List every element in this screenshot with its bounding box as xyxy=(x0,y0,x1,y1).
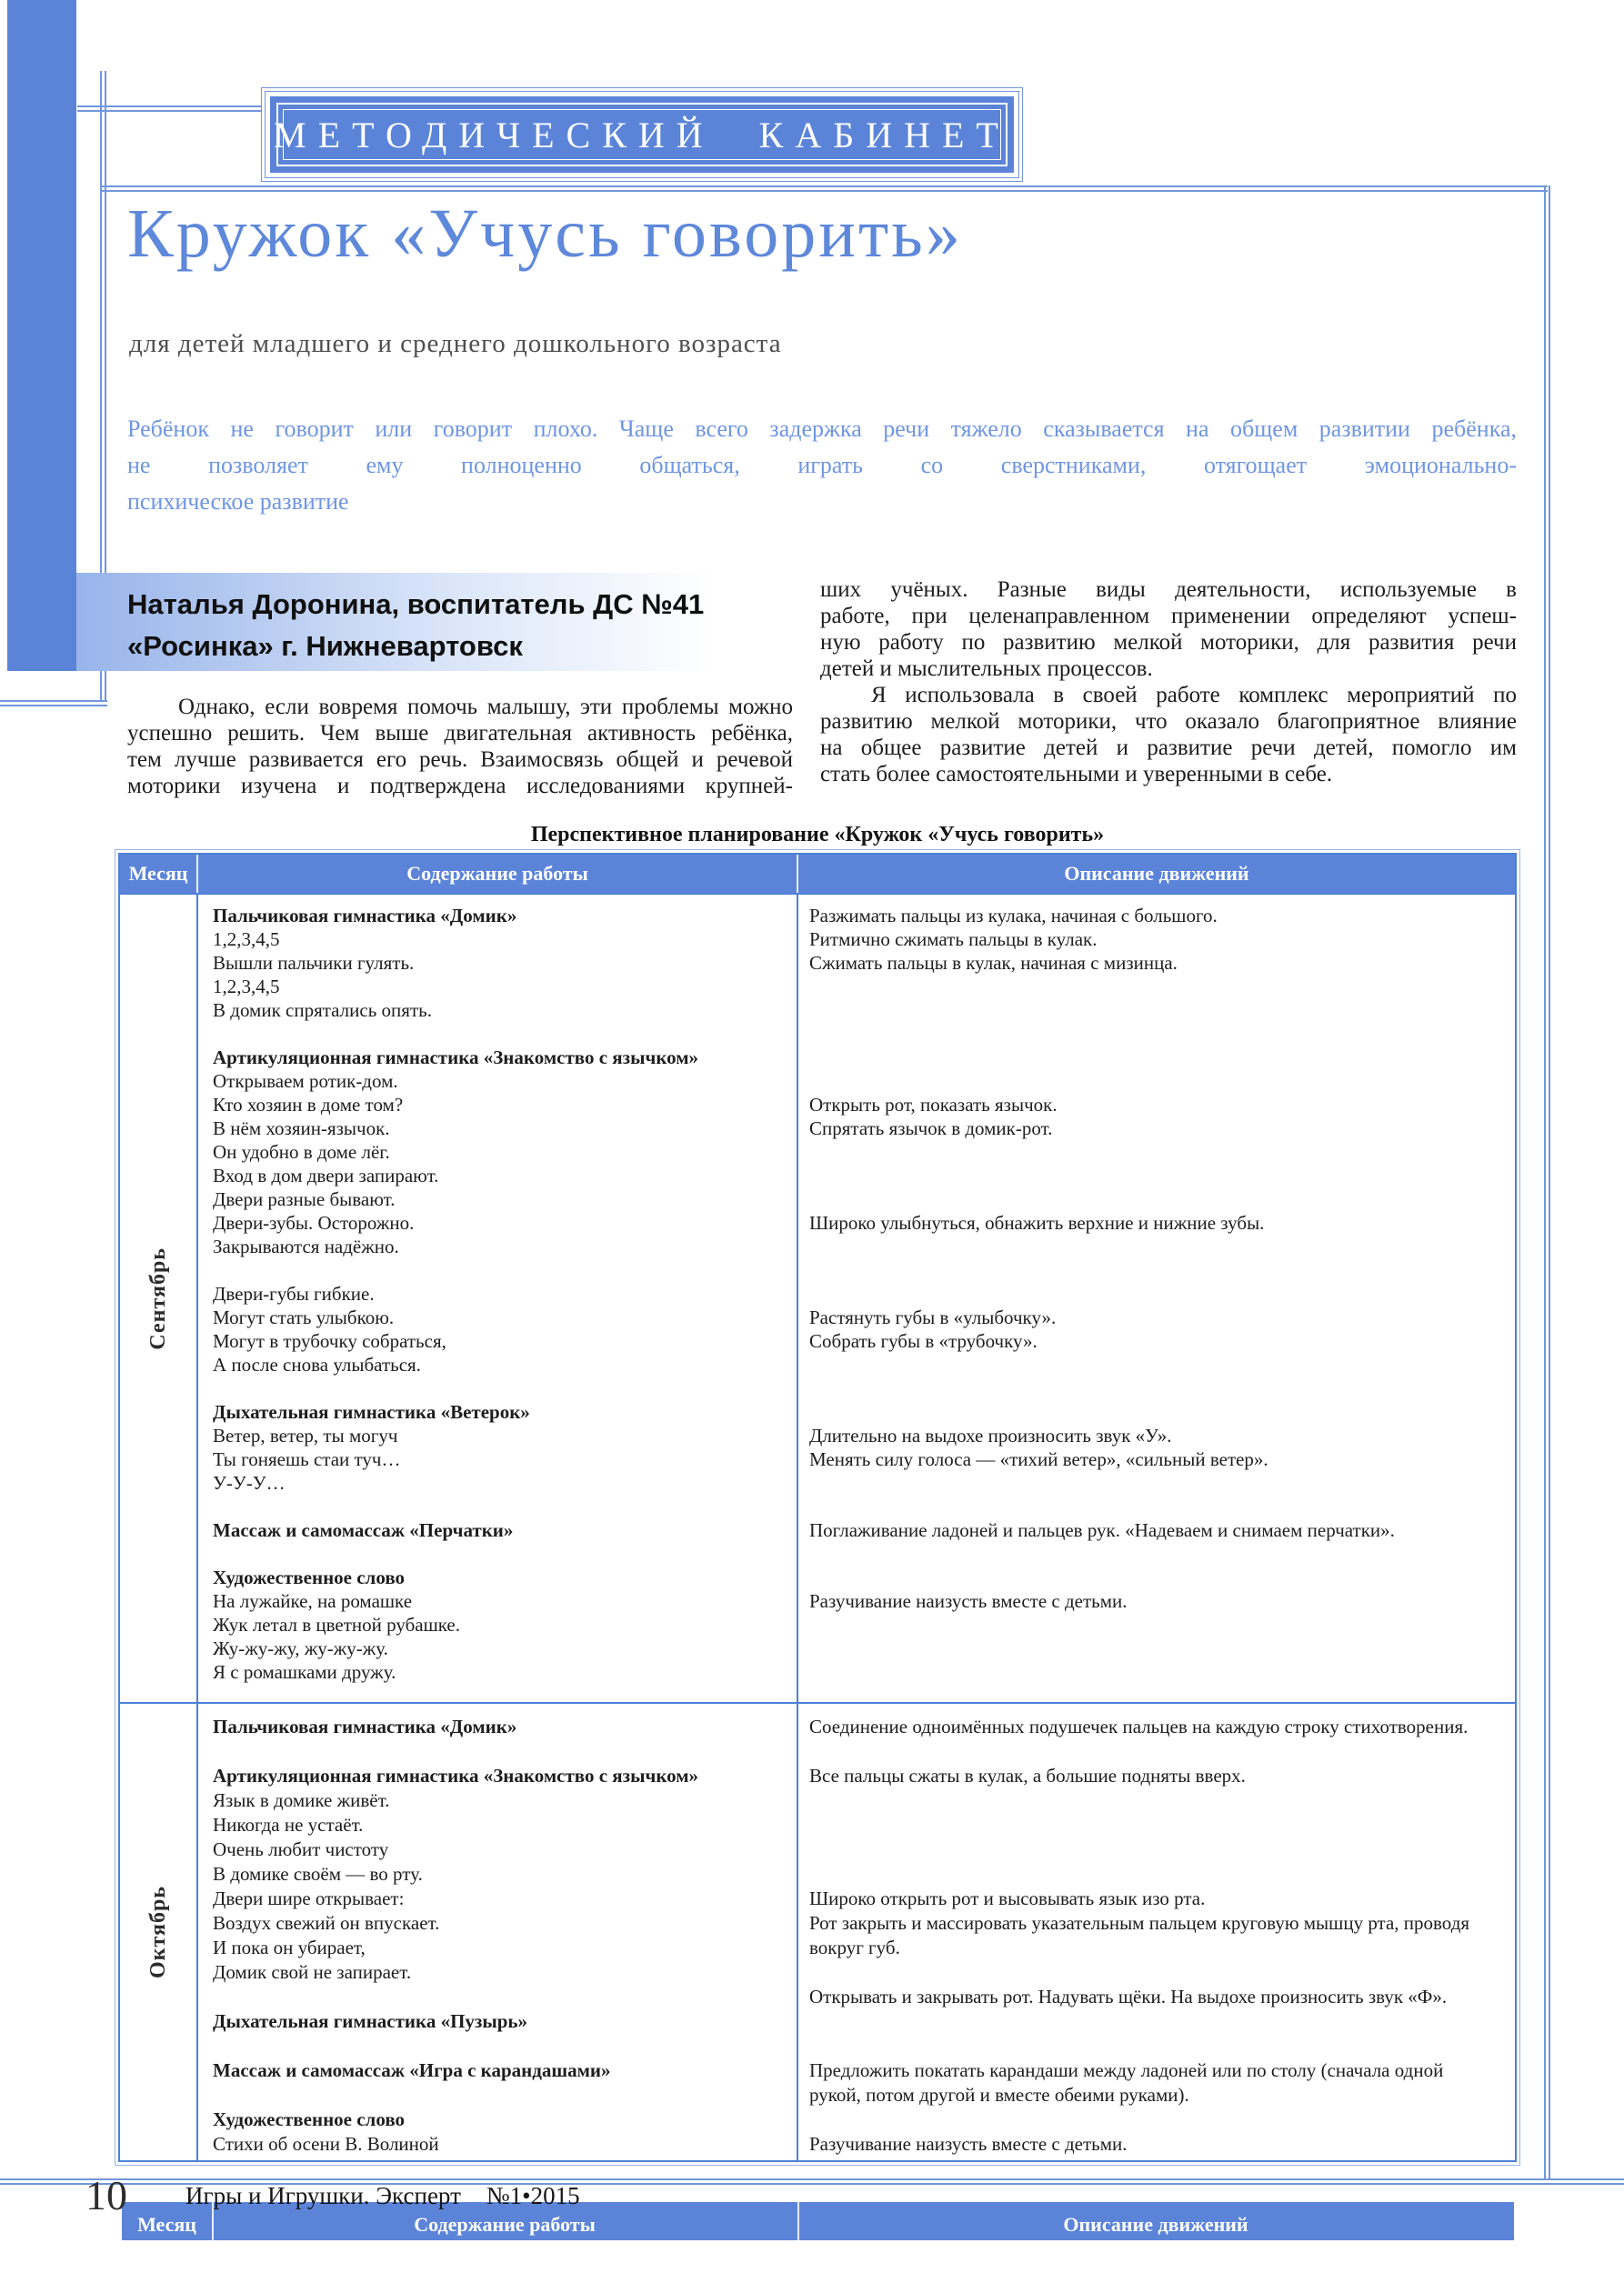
table-text-line: Могут стать улыбкою. xyxy=(213,1307,395,1328)
table-text-line xyxy=(809,1542,1508,1566)
table-text-line xyxy=(809,1353,1508,1377)
column-header-movements: Описание движений xyxy=(797,855,1515,893)
table-text-line xyxy=(809,1235,1508,1258)
lead-line: не позволяет ему полноценно общаться, играть со сверстниками, отягощает эмоционально- xyxy=(127,452,1517,478)
table-text-line: Ритмично сжимать пальцы в кулак. xyxy=(809,928,1098,950)
journal-footer xyxy=(185,2182,580,2210)
body-text-line: успешно решить. Чем выше двигательная активность ребёнка, xyxy=(127,721,793,746)
table-text-line xyxy=(213,1258,789,1282)
table-text-line: Двери-зубы. Осторожно. xyxy=(213,1212,415,1234)
table-text-line xyxy=(213,2083,789,2108)
decorative-frame-line xyxy=(100,185,1548,192)
table-text-line: Поглаживание ладоней и пальцев рук. «Надеваем и снимаем перчатки». xyxy=(809,1519,1395,1541)
table-text-line: 1,2,3,4,5 xyxy=(213,928,280,950)
issue-number: №1•2015 xyxy=(486,2182,580,2209)
table-text-line: Язык в домике живёт. xyxy=(213,1789,390,1811)
table-text-line: Массаж и самомассаж «Игра с карандашами» xyxy=(213,2059,611,2081)
footer-column-separator xyxy=(797,2202,799,2240)
table-text-line: Открывать и закрывать рот. Надувать щёки. На выдохе произносить звук «Ф». xyxy=(809,1986,1448,2008)
table-text-line xyxy=(809,1140,1508,1164)
body-text-line: развитию мелкой моторики, что оказало благоприятное влияние xyxy=(820,709,1517,734)
table-text-line: вокруг губ. xyxy=(809,1937,900,1958)
table-text-line: Предложить покатать карандаши между ладоней или по столу (сначала одной xyxy=(809,2059,1444,2081)
table-text-line: Разжимать пальцы из кулака, начиная с большого. xyxy=(809,905,1218,926)
table-text-line xyxy=(809,1258,1508,1282)
table-text-line xyxy=(809,1069,1508,1093)
table-text-line: Двери разные бывают. xyxy=(213,1188,396,1210)
table-text-line xyxy=(213,1495,789,1518)
content-cell-september xyxy=(196,895,797,1702)
lead-line: психическое развитие xyxy=(127,488,349,515)
lead-line: Ребёнок не говорит или говорит плохо. Чаще всего задержка речи тяжело сказывается на общем развитии ребёнка, xyxy=(127,416,1517,442)
body-text-line: ную работу по развитию мелкой моторики, для развития речи xyxy=(820,630,1517,655)
table-text-line xyxy=(809,998,1508,1022)
body-text-line: стать более самостоятельными и уверенными в себе. xyxy=(820,762,1333,786)
intro-column-right xyxy=(820,576,1517,787)
content-cell-october xyxy=(196,1704,797,2160)
author-name xyxy=(127,584,818,667)
month-label: Октябрь xyxy=(145,1886,170,1978)
table-text-line: Закрываются надёжно. xyxy=(213,1236,399,1257)
body-text-line: детей и мыслительных процессов. xyxy=(820,656,1153,681)
table-text-line: Менять силу голоса — «тихий ветер», «сильный ветер». xyxy=(809,1448,1268,1470)
lead-paragraph xyxy=(127,411,1517,520)
table-text-line: И пока он убирает, xyxy=(213,1937,366,1958)
table-text-line xyxy=(213,1542,789,1566)
table-text-line xyxy=(809,2034,1508,2058)
table-header-row xyxy=(120,855,1515,893)
table-text-line: Спрятать язычок в домик-рот. xyxy=(809,1117,1053,1139)
table-text-line: Могут в трубочку собраться, xyxy=(213,1330,446,1352)
table-text-line: У-У-У… xyxy=(213,1472,286,1494)
table-text-line xyxy=(809,1187,1508,1211)
table-text-line: Дыхательная гимнастика «Пузырь» xyxy=(213,2010,528,2032)
table-text-line xyxy=(809,2108,1508,2132)
table-text-line: Соединение одноимённых подушечек пальцев на каждую строку стихотворения. xyxy=(809,1716,1469,1737)
table-text-line xyxy=(213,2034,789,2058)
body-text-line: моторики изучена и подтверждена исследованиями крупней- xyxy=(127,774,793,798)
table-text-line: Никогда не устаёт. xyxy=(213,1814,364,1836)
table-text-line: Широко улыбнуться, обнажить верхние и нижние зубы. xyxy=(809,1212,1265,1234)
table-text-line: В нём хозяин-язычок. xyxy=(213,1117,390,1139)
table-text-line: В домике своём — во рту. xyxy=(213,1863,423,1885)
section-banner-title: МЕТОДИЧЕСКИЙ КАБИНЕТ xyxy=(274,114,1010,155)
table-text-line xyxy=(809,1788,1508,1813)
month-cell-september xyxy=(120,895,196,1702)
body-text-line: работе, при целенаправленном применении определяют успеш- xyxy=(820,604,1517,628)
table-text-line xyxy=(809,1960,1508,1985)
journal-name: Игры и Игрушки. Эксперт xyxy=(185,2182,461,2209)
author-line: «Росинка» г. Нижневартовск xyxy=(127,630,523,662)
table-text-line xyxy=(809,1046,1508,1069)
table-text-line xyxy=(213,1022,789,1046)
table-text-line xyxy=(809,1613,1508,1637)
author-line: Наталья Доронина, воспитатель ДС №41 xyxy=(127,588,705,620)
table-text-line xyxy=(809,1660,1508,1684)
decorative-frame-line xyxy=(1544,185,1550,2180)
table-text-line xyxy=(809,1471,1508,1495)
body-text-line: тем лучше развивается его речь. Взаимосвязь общей и речевой xyxy=(127,747,793,772)
column-header-month: Месяц xyxy=(128,862,188,885)
table-text-line xyxy=(809,975,1508,998)
intro-column-left xyxy=(127,694,793,799)
table-text-line: Широко открыть рот и высовывать язык изо рта. xyxy=(809,1887,1206,1909)
table-text-line: Все пальцы сжаты в кулак, а большие подняты вверх. xyxy=(809,1765,1246,1787)
table-text-line: В домик спрятались опять. xyxy=(213,999,432,1021)
table-text-line: Артикуляционная гимнастика «Знакомство с язычком» xyxy=(213,1765,699,1787)
body-text-line: ших учёных. Разные виды деятельности, используемые в xyxy=(820,577,1517,602)
table-text-line xyxy=(809,1637,1508,1660)
table-text-line: Открыть рот, показать язычок. xyxy=(809,1094,1058,1116)
table-text-line: А после снова улыбаться. xyxy=(213,1354,421,1376)
table-text-line xyxy=(809,1164,1508,1187)
table-text-line xyxy=(809,1837,1508,1862)
planning-table xyxy=(118,853,1517,2162)
table-text-line xyxy=(809,1566,1508,1589)
left-accent-bar xyxy=(7,0,76,671)
table-text-line: Артикуляционная гимнастика «Знакомство с язычком» xyxy=(213,1046,699,1068)
table-text-line: Двери шире открывает: xyxy=(213,1887,405,1909)
table-text-line: Разучивание наизусть вместе с детьми. xyxy=(809,1590,1128,1612)
decorative-frame-line xyxy=(0,700,107,706)
table-row-october xyxy=(120,1702,1515,2160)
body-text-line: на общее развитие детей и развитие речи детей, помогло им xyxy=(820,736,1517,760)
footer-column-movements: Описание движений xyxy=(1063,2213,1248,2236)
table-row-september xyxy=(120,893,1515,1702)
section-banner xyxy=(261,87,1023,182)
table-text-line: Массаж и самомассаж «Перчатки» xyxy=(213,1519,514,1541)
table-text-line: Рот закрыть и массировать указательным пальцем круговую мышцу рта, проводя xyxy=(809,1912,1470,1934)
table-text-line: Сжимать пальцы в кулак, начиная с мизинца. xyxy=(809,952,1178,974)
table-text-line xyxy=(213,1985,789,2009)
table-text-line: Он удобно в доме лёг. xyxy=(213,1141,390,1163)
table-text-line: Открываем ротик-дом. xyxy=(213,1070,398,1092)
footer-column-month: Месяц xyxy=(137,2213,196,2236)
table-text-line xyxy=(809,1022,1508,1046)
table-text-line xyxy=(809,1282,1508,1306)
table-text-line: рукой, потом другой и вместе обеими руками). xyxy=(809,2084,1189,2106)
table-text-line xyxy=(809,1862,1508,1887)
table-text-line xyxy=(213,1377,789,1400)
table-text-line: Стихи об осени В. Волиной xyxy=(213,2133,439,2155)
section-banner-background xyxy=(270,96,1014,173)
table-text-line xyxy=(809,1739,1508,1764)
month-cell-october xyxy=(120,1704,196,2160)
column-header-content: Содержание работы xyxy=(196,855,797,893)
table-text-line: Художественное слово xyxy=(213,2108,406,2130)
table-text-line: Жу-жу-жу, жу-жу-жу. xyxy=(213,1637,388,1659)
table-text-line: Дыхательная гимнастика «Ветерок» xyxy=(213,1401,530,1423)
table-text-line: 1,2,3,4,5 xyxy=(213,976,280,997)
table-text-line: Разучивание наизусть вместе с детьми. xyxy=(809,2133,1128,2155)
table-text-line xyxy=(213,1739,789,1764)
table-text-line: Художественное слово xyxy=(213,1567,406,1588)
footer-column-content: Содержание работы xyxy=(414,2213,596,2236)
table-text-line: Длительно на выдохе произносить звук «У». xyxy=(809,1425,1172,1447)
table-text-line: Воздух свежий он впускает. xyxy=(213,1912,440,1934)
table-text-line xyxy=(809,1400,1508,1424)
decorative-frame-line xyxy=(77,105,262,112)
article-title: Кружок «Учусь говорить» xyxy=(127,195,963,272)
table-text-line: Пальчиковая гимнастика «Домик» xyxy=(213,1716,517,1737)
section-banner-frame xyxy=(265,91,1019,178)
month-label: Сентябрь xyxy=(145,1247,170,1350)
table-text-line: Вход в дом двери запирают. xyxy=(213,1165,439,1187)
body-text-line: Однако, если вовремя помочь малышу, эти проблемы можно xyxy=(178,695,793,719)
table-text-line: На лужайке, на ромашке xyxy=(213,1590,413,1612)
table-text-line: Двери-губы гибкие. xyxy=(213,1283,375,1305)
article-subtitle: для детей младшего и среднего дошкольного возраста xyxy=(129,329,782,358)
table-text-line: Домик свой не запирает. xyxy=(213,1961,412,1983)
table-text-line xyxy=(809,1813,1508,1837)
movements-cell-october xyxy=(797,1704,1515,2160)
table-text-line: Собрать губы в «трубочку». xyxy=(809,1330,1038,1352)
section-banner-inner-border xyxy=(274,103,1010,166)
table-text-line: Очень любит чистоту xyxy=(213,1838,389,1860)
table-text-line: Я с ромашками дружу. xyxy=(213,1661,396,1683)
table-text-line: Растянуть губы в «улыбочку». xyxy=(809,1307,1057,1328)
table-text-line xyxy=(809,1495,1508,1518)
table-text-line: Жук летал в цветной рубашке. xyxy=(213,1614,461,1636)
table-text-line: Кто хозяин в доме том? xyxy=(213,1094,404,1116)
table-text-line: Вышли пальчики гулять. xyxy=(213,952,415,974)
table-text-line xyxy=(809,2009,1508,2034)
movements-cell-september xyxy=(797,895,1515,1702)
table-text-line: Ты гоняешь стаи туч… xyxy=(213,1448,401,1470)
table-text-line xyxy=(809,1377,1508,1400)
table-text-line: Ветер, ветер, ты могуч xyxy=(213,1425,398,1447)
table-text-line: Пальчиковая гимнастика «Домик» xyxy=(213,905,517,926)
page-number: 10 xyxy=(85,2172,127,2218)
body-text-line: Я использовала в своей работе комплекс мероприятий по xyxy=(871,683,1517,707)
table-caption: Перспективное планирование «Кружок «Учусь говорить» xyxy=(530,823,1105,846)
